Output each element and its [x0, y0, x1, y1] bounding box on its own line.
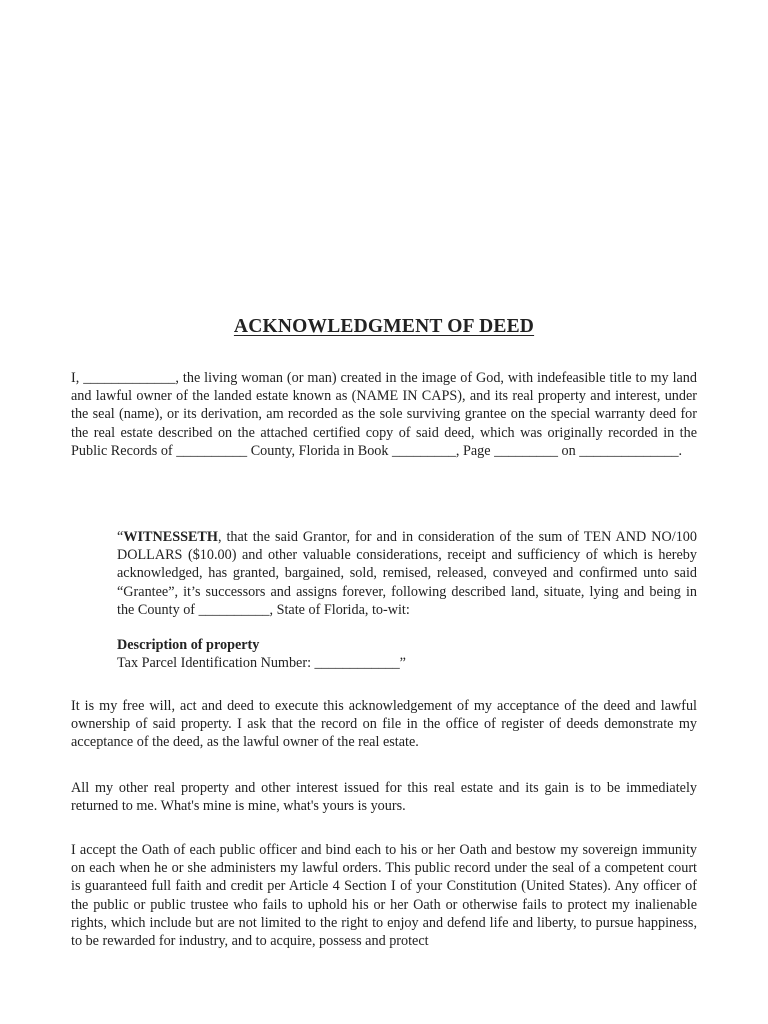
witnesseth-heading: WITNESSETH	[123, 529, 218, 545]
document-title: ACKNOWLEDGMENT OF DEED	[233, 316, 535, 337]
description-heading: Description of property	[117, 637, 260, 653]
opening-paragraph: I, _____________, the living woman (or man) created in the image of God, with indefeasible title to my land and lawful owner of the landed estate known as (NAME IN CAPS), and its real property and interest, under the seal (name), or its derivation, am recorded as the sole surviving grantee on the special warranty deed for the real estate described on the attached certified copy of said deed, which was originally recorded in the Public Records of __________ County, Florida in Book _________, Page _________ on ______________.	[71, 370, 697, 459]
oath-paragraph: I accept the Oath of each public officer and bind each to his or her Oath and bestow my sovereign immunity on each when he or she administers my lawful orders. This public record under the seal of a competent court is guaranteed full faith and credit per Article 4 Section I of your Constitution (United States). Any officer of the public or public trustee who fails to uphold his or her Oath or otherwise fails to protect my inalienable rights, which include but are not limited to the right to enjoy and defend life and liberty, to pursue happiness, to be rewarded for industry, and to acquire, possess and protect	[71, 842, 697, 950]
acceptance-paragraph: It is my free will, act and deed to execute this acknowledgement of my acceptance of the deed and lawful ownership of said property. I ask that the record on file in the office of register of deeds demonstrate my acceptance of the deed, as the lawful owner of the real estate.	[71, 698, 697, 751]
parcel-id-line: Tax Parcel Identification Number: ____________”	[117, 655, 406, 672]
witnesseth-text: , that the said Grantor, for and in consideration of the sum of TEN AND NO/100 DOLLARS ($10.00) and other valuable considerations, receipt and sufficiency of which is hereby acknowledged, has granted, bargained, sold, remised, released, conveyed and confirmed unto said “Grantee”, it’s successors and assigns forever, following described land, situate, lying and being in the County of __________, State of Florida, to-wit:	[117, 529, 697, 618]
property-description-block	[117, 636, 697, 672]
property-return-paragraph: All my other real property and other interest issued for this real estate and its gain is to be immediately returned to me. What's mine is mine, what's yours is yours.	[71, 780, 697, 815]
witnesseth-paragraph	[117, 528, 697, 619]
open-quote: “	[117, 529, 124, 545]
